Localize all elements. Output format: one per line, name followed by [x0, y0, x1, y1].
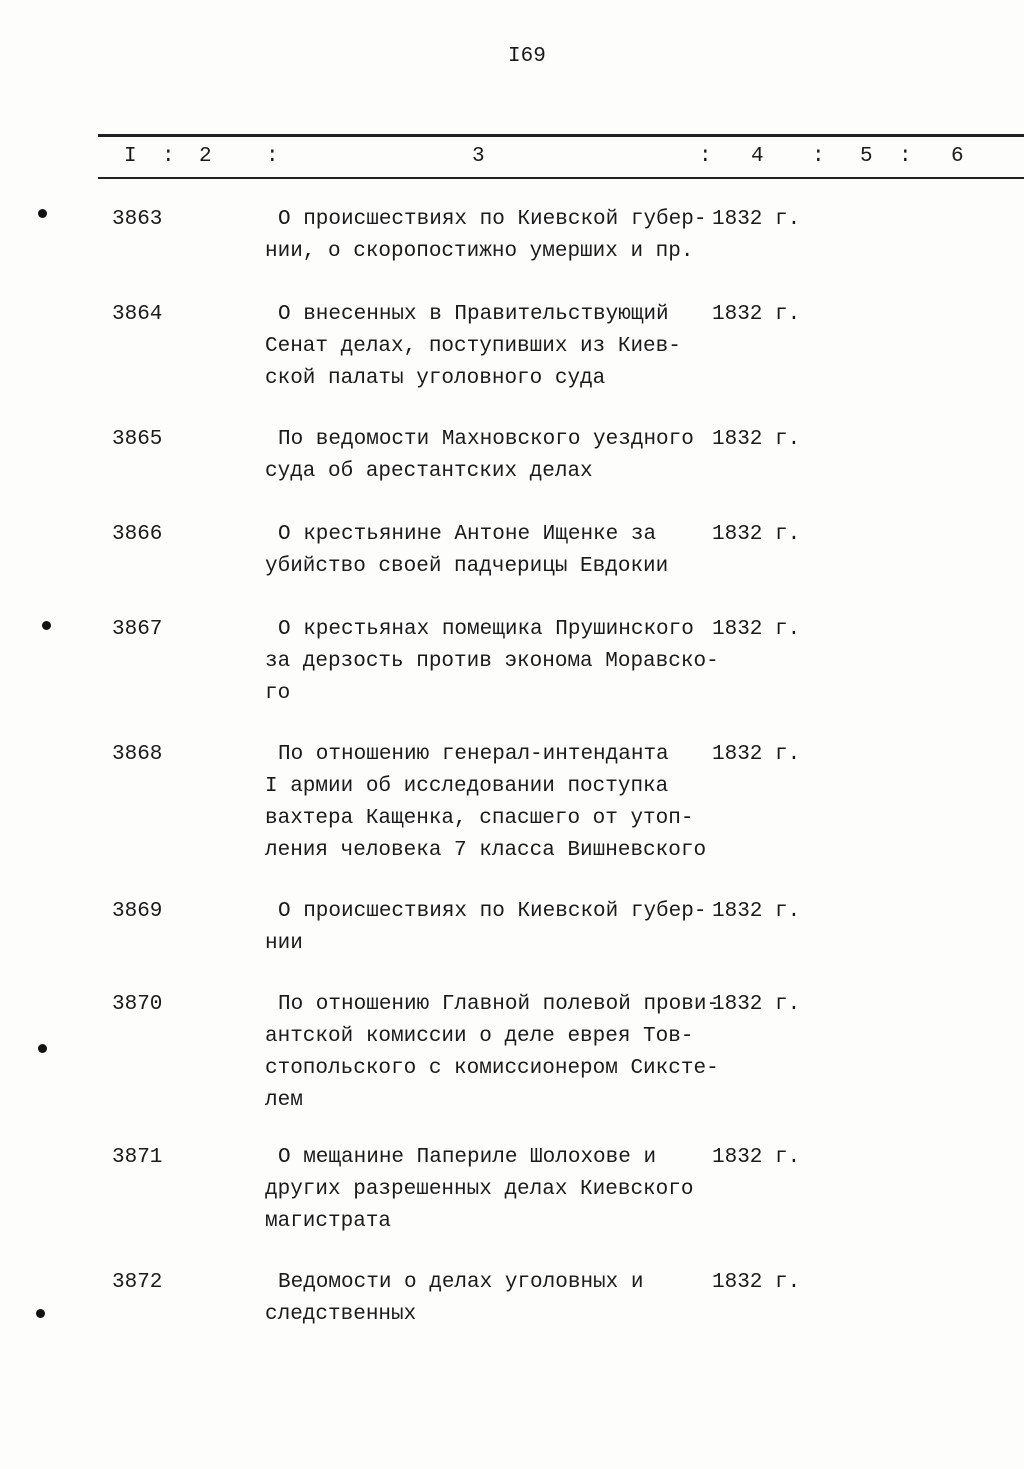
description-line: О внесенных в Правительствующий	[278, 303, 669, 326]
punch-hole-mark	[38, 209, 47, 218]
entry-number: 3870	[112, 993, 163, 1016]
entry-number: 3872	[112, 1271, 163, 1294]
description-line: ской палаты уголовного суда	[265, 367, 606, 390]
entry-description	[265, 989, 719, 1117]
header-separator: :	[812, 145, 825, 168]
header-column-6: 6	[951, 145, 964, 168]
description-line: вахтера Кащенка, спасшего от утоп-	[265, 807, 694, 830]
punch-hole-mark	[38, 1044, 47, 1053]
description-line: По ведомости Махновского уездного	[278, 428, 694, 451]
entry-year: 1832 г.	[712, 1271, 801, 1294]
header-separator: :	[162, 145, 175, 168]
entry-number: 3865	[112, 428, 163, 451]
header-column-2: 2	[199, 145, 212, 168]
description-line: О крестьянине Антоне Ищенке за	[278, 523, 657, 546]
description-line: антской комиссии о деле еврея Тов-	[265, 1025, 694, 1048]
entry-description	[265, 1142, 693, 1238]
entry-year: 1832 г.	[712, 618, 801, 641]
punch-hole-mark	[42, 621, 51, 630]
entry-number: 3868	[112, 743, 163, 766]
description-line: следственных	[265, 1303, 417, 1326]
header-bottom-rule	[98, 177, 1024, 179]
description-line: Ведомости о делах уголовных и	[278, 1271, 644, 1294]
entry-year: 1832 г.	[712, 523, 801, 546]
entry-description	[265, 1267, 643, 1331]
entry-number: 3871	[112, 1146, 163, 1169]
entry-number: 3864	[112, 303, 163, 326]
entry-year: 1832 г.	[712, 303, 801, 326]
header-top-rule	[98, 134, 1024, 137]
header-separator: :	[266, 145, 279, 168]
description-line: нии, о скоропостижно умерших и пр.	[265, 240, 694, 263]
header-separator: :	[899, 145, 912, 168]
entry-description	[265, 739, 706, 867]
entry-year: 1832 г.	[712, 208, 801, 231]
description-line: убийство своей падчерицы Евдокии	[265, 555, 669, 578]
entry-number: 3867	[112, 618, 163, 641]
entry-number: 3863	[112, 208, 163, 231]
entry-number: 3869	[112, 900, 163, 923]
entry-description	[265, 299, 681, 395]
description-line: за дерзость против эконома Моравско-	[265, 650, 719, 673]
entry-year: 1832 г.	[712, 993, 801, 1016]
header-column-5: 5	[860, 145, 873, 168]
header-column-3: 3	[472, 145, 485, 168]
entry-year: 1832 г.	[712, 900, 801, 923]
description-line: О происшествиях по Киевской губер-	[278, 208, 707, 231]
description-line: О мещанине Папериле Шолохове и	[278, 1146, 657, 1169]
description-line: О крестьянах помещика Прушинского	[278, 618, 694, 641]
description-line: лем	[265, 1089, 303, 1112]
description-line: ления человека 7 класса Вишневского	[265, 839, 707, 862]
description-line: О происшествиях по Киевской губер-	[278, 900, 707, 923]
page-number: I69	[508, 45, 546, 68]
entry-description	[265, 896, 706, 960]
description-line: Сенат делах, поступивших из Киев-	[265, 335, 681, 358]
description-line: суда об арестантских делах	[265, 460, 593, 483]
description-line: По отношению Главной полевой прови-	[278, 993, 720, 1016]
description-line: нии	[265, 932, 303, 955]
punch-hole-mark	[36, 1309, 45, 1318]
header-column-I: I	[124, 145, 137, 168]
description-line: По отношению генерал-интенданта	[278, 743, 669, 766]
description-line: го	[265, 682, 291, 705]
entry-year: 1832 г.	[712, 743, 801, 766]
entry-description	[265, 519, 668, 583]
entry-year: 1832 г.	[712, 1146, 801, 1169]
entry-number: 3866	[112, 523, 163, 546]
header-separator: :	[699, 145, 712, 168]
entry-year: 1832 г.	[712, 428, 801, 451]
header-column-4: 4	[751, 145, 764, 168]
description-line: магистрата	[265, 1210, 392, 1233]
description-line: I армии об исследовании поступка	[265, 775, 669, 798]
entry-description	[265, 424, 694, 488]
entry-description	[265, 614, 719, 710]
description-line: других разрешенных делах Киевского	[265, 1178, 694, 1201]
entry-description	[265, 204, 706, 268]
description-line: стопольского с комиссионером Сиксте-	[265, 1057, 719, 1080]
